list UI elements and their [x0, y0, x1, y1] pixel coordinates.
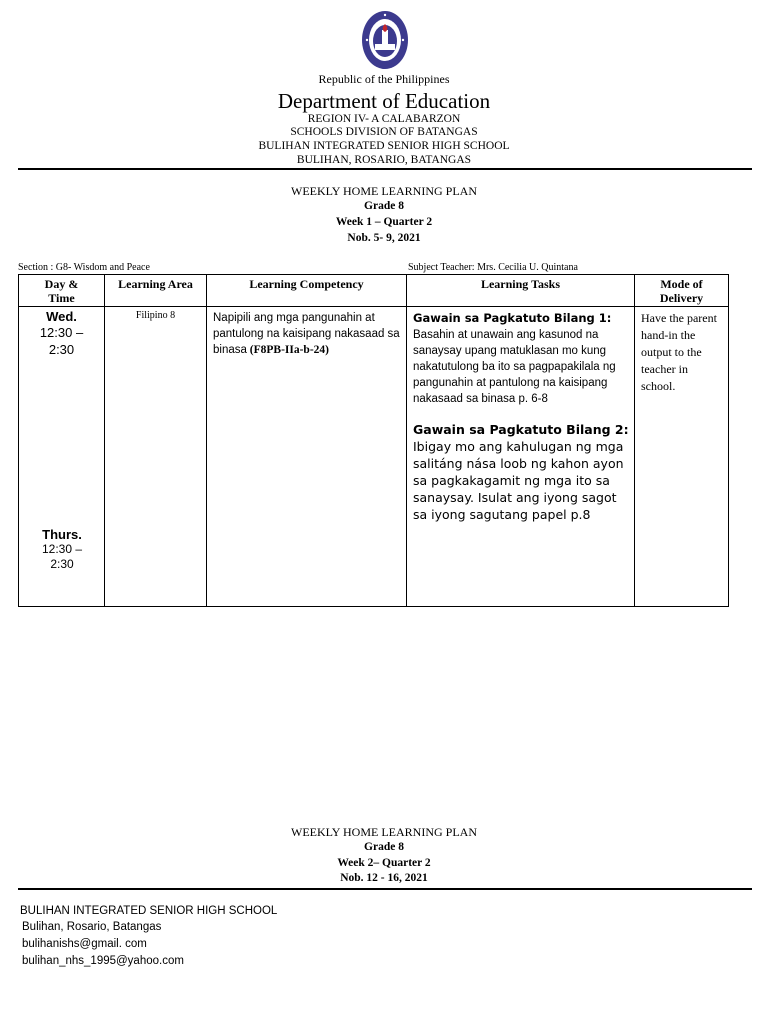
school-line: BULIHAN INTEGRATED SENIOR HIGH SCHOOL [258, 140, 510, 152]
address-line: BULIHAN, ROSARIO, BATANGAS [296, 154, 472, 166]
plan-grade: Grade 8 [364, 200, 404, 212]
day-thurs: Thurs. [42, 527, 82, 542]
header-mode-of-delivery: Mode of Delivery [635, 275, 729, 307]
task-1 [413, 310, 630, 407]
learning-tasks-cell [407, 307, 635, 607]
header-learning-area: Learning Area [105, 275, 207, 307]
footer-email-1: bulihanishs@gmail. com [22, 938, 147, 950]
learning-area-value: Filipino 8 [135, 310, 176, 321]
table-header-row [19, 275, 729, 307]
competency-code: (F8PB-IIa-b-24) [249, 344, 329, 356]
task-1-title: Gawain sa Pagkatuto Bilang 1: [413, 311, 612, 325]
republic-line: Republic of the Philippines [318, 72, 450, 86]
footer-email-2: bulihan_nhs_1995@yahoo.com [22, 955, 184, 967]
task-2-body: Ibigay mo ang kahulugan ng mga salitáng nása loob ng kahon ayon sa pagkakagamit ng mga ito sa sanaysay. Isulat ang iyong sagot sa iyong sagutang papel p.8 [413, 439, 624, 522]
competency-cell [207, 307, 407, 607]
footer-school: BULIHAN INTEGRATED SENIOR HIGH SCHOOL [20, 905, 278, 917]
time-wed-start: 12:30 – [39, 325, 84, 340]
table-row [19, 307, 729, 607]
teacher-label: Subject Teacher: Mrs. Cecilia U. Quintana [408, 262, 578, 273]
plan2-title: WEEKLY HOME LEARNING PLAN [291, 825, 477, 839]
section-label: Section : G8- Wisdom and Peace [18, 262, 150, 273]
plan-week: Week 1 – Quarter 2 [335, 216, 433, 228]
learning-plan-table [18, 274, 729, 607]
time-thurs-start: 12:30 – [41, 542, 83, 556]
header-divider [18, 168, 752, 170]
task-2 [413, 421, 630, 523]
competency-text: Napipili ang mga pangunahin at pantulong na kaisipang nakasaad sa binasa [213, 312, 400, 356]
learning-area-cell [105, 307, 207, 607]
header-learning-tasks: Learning Tasks [407, 275, 635, 307]
plan2-dates: Nob. 12 - 16, 2021 [340, 872, 428, 884]
plan2-week: Week 2– Quarter 2 [337, 857, 431, 869]
footer-address: Bulihan, Rosario, Batangas [22, 921, 162, 933]
division-line: SCHOOLS DIVISION OF BATANGAS [290, 126, 478, 138]
footer-divider [18, 888, 752, 890]
time-wed-end: 2:30 [48, 342, 75, 357]
day-wed: Wed. [46, 309, 77, 324]
region-line: REGION IV- A CALABARZON [307, 113, 461, 125]
plan2-grade: Grade 8 [364, 841, 404, 853]
mode-of-delivery-cell [635, 307, 729, 607]
task-1-body: Basahin at unawain ang kasunod na sanaysay upang matuklasan mo kung nakatutulong ba ito sa pagpapakilala ng pangunahin at pantulong na kaisipang nakasaad sa binasa p. 6-8 [413, 329, 616, 405]
department-title: Department of Education [277, 89, 491, 113]
day-time-cell [19, 307, 105, 607]
plan-dates: Nob. 5- 9, 2021 [347, 232, 421, 244]
header-day-time: Day & Time [19, 275, 105, 307]
time-thurs-end: 2:30 [50, 557, 74, 571]
delivery-text: Have the parent hand-in the output to the teacher in school. [641, 311, 717, 393]
header-learning-competency: Learning Competency [207, 275, 407, 307]
task-2-title: Gawain sa Pagkatuto Bilang 2: [413, 422, 629, 437]
plan-title: WEEKLY HOME LEARNING PLAN [291, 184, 477, 198]
deped-seal-logo [361, 10, 409, 70]
